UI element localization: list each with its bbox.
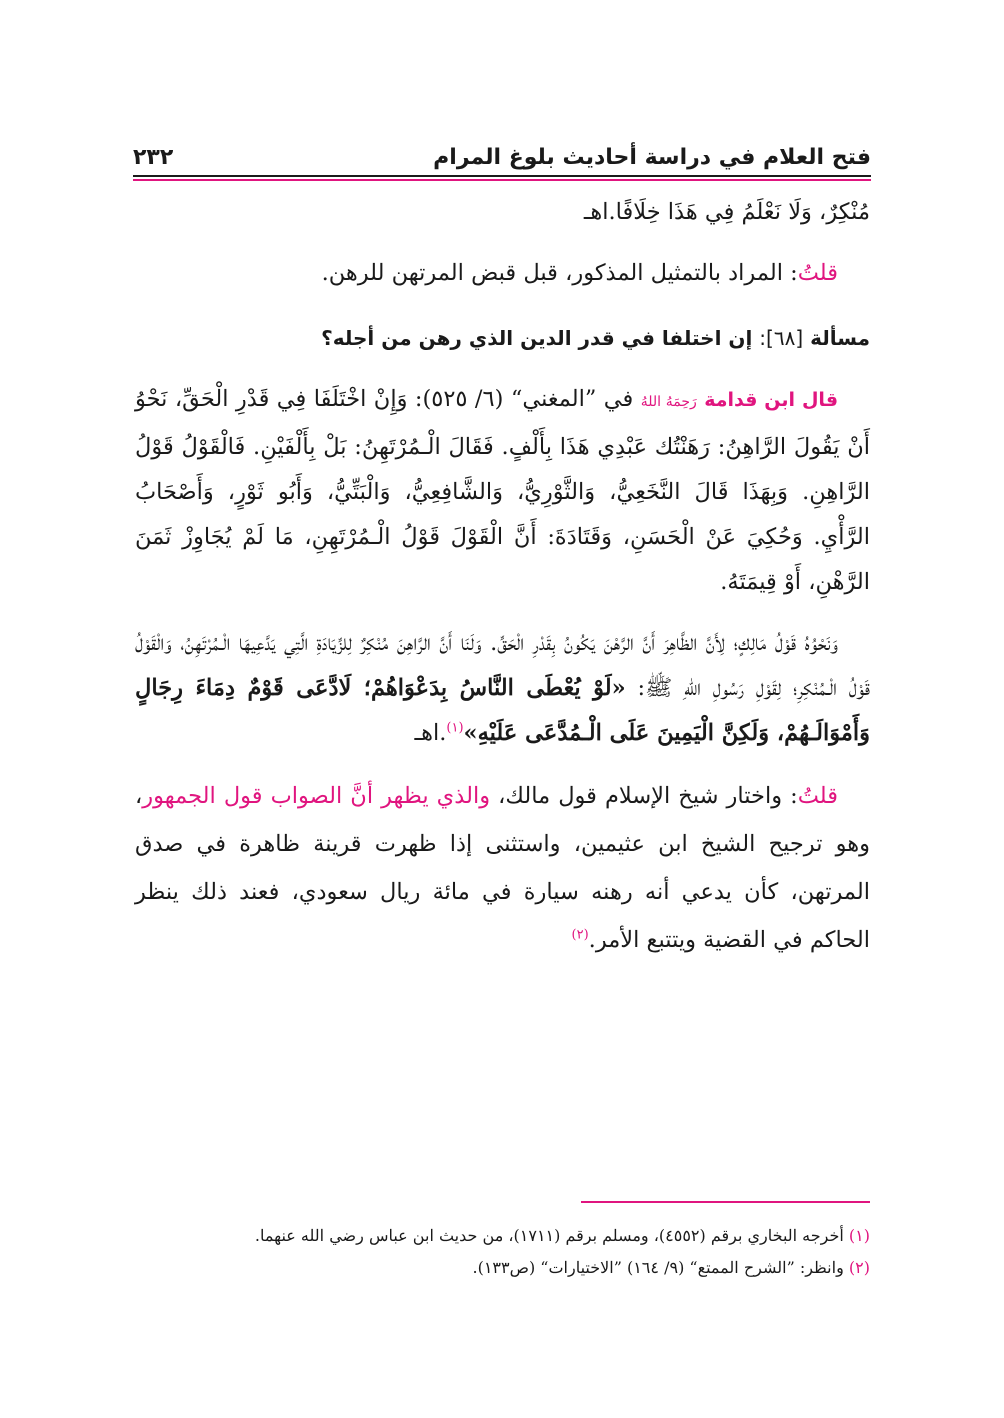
header-rule-dark	[133, 175, 871, 177]
footnote-separator	[581, 1201, 870, 1203]
quote-paragraph	[135, 377, 870, 605]
question-heading	[135, 316, 870, 361]
continuation-text: مُنْكِرٌ، وَلَا نَعْلَمُ فِي هَذَا خِلَافًا.اهـ	[583, 199, 870, 225]
footnote-number: (٢)	[848, 1258, 870, 1277]
quote-source: في ”المغني“ (٦/ ٥٢٥):	[414, 386, 634, 412]
note2-text-a: : واختار شيخ الإسلام قول مالك،	[498, 783, 798, 809]
question-label: مسألة	[810, 326, 870, 350]
note-label-2: قلتُ	[797, 783, 838, 809]
quote-author: قال ابن قدامة	[704, 389, 839, 411]
page-body	[135, 190, 870, 964]
hadith-end: .اهـ	[414, 720, 447, 746]
para2-text: وَنَحْوُهُ قَوْلُ مَالِكٍ؛ لِأَنَّ الظَّاهِرَ أَنَّ الرَّهْنَ يَكُونُ بِقَدْرِ الْحَقِّ. وَلَنَا أَنَّ الرَّاهِنَ مُنْكِرٌ لِلزِّيَادَةِ الَّتِي يَدَّعِيهَا الْـمُرْتَهِنُ، وَالْقَوْلُ قَوْلُ الْـمُنْكِرِ؛ لِقَوْلِ رَسُولِ اللهِ ﷺ:	[135, 630, 870, 701]
footnote-text: وانظر: ”الشرح الممتع“ (٩/ ١٦٤) ”الاختيارات“ (ص١٣٣).	[472, 1258, 844, 1277]
question-text: إن اختلفا في قدر الدين الذي رهن من أجله؟	[321, 326, 753, 350]
note-text: : المراد بالتمثيل المذكور، قبل قبض المرتهن للرهن.	[321, 260, 798, 286]
header-rule-accent	[133, 179, 871, 181]
quote-paragraph-2	[135, 621, 870, 756]
footnote-1	[135, 1220, 870, 1252]
footnote-2	[135, 1252, 870, 1284]
footnote-text: أخرجه البخاري برقم (٤٥٥٢)، ومسلم برقم (١٧١١)، من حديث ابن عباس رضي الله عنهما.	[254, 1226, 844, 1245]
note-paragraph-2	[135, 772, 870, 964]
footnote-number: (١)	[848, 1226, 870, 1245]
hadith-text: «لَوْ يُعْطَى النَّاسُ بِدَعْوَاهُمْ؛ لَادَّعَى قَوْمٌ دِمَاءَ رِجَالٍ وَأَمْوَالَـهُمْ، وَلَكِنَّ الْيَمِينَ عَلَى الْـمُدَّعَى عَلَيْهِ»	[135, 675, 870, 746]
note-paragraph-1	[135, 251, 870, 296]
book-title: فتح العلام في دراسة أحاديث بلوغ المرام	[433, 145, 871, 170]
note2-text-b: ، وهو ترجيح الشيخ ابن عثيمين، واستثنى إذا ظهرت قرينة ظاهرة في صدق المرتهن، كأن يدعي أنه رهنه سيارة في مائة ريال سعودي، فعند ذلك ينظر الحاكم في القضية ويتتبع الأمر.	[135, 783, 870, 953]
page-header	[133, 132, 871, 170]
page-number: ٢٣٢	[133, 145, 174, 170]
note2-highlight: والذي يظهر أنَّ الصواب قول الجمهور	[142, 783, 491, 809]
footnote-ref-2[interactable]: (٢)	[571, 927, 589, 943]
question-number: [٦٨]:	[759, 326, 804, 350]
note-label: قلتُ	[797, 260, 838, 286]
footnote-ref-1[interactable]: (١)	[446, 720, 464, 736]
honorific-mark: رَحِمَهُ اللهُ	[640, 394, 697, 410]
quote-text: وَإِنْ اخْتَلَفَا فِي قَدْرِ الْحَقِّ، نَحْوُ أَنْ يَقُولَ الرَّاهِنُ: رَهَنْتُك عَبْدِي هَذَا بِأَلْفٍ. فَقَالَ الْـمُرْتَهِنُ: بَلْ بِأَلْفَيْنِ. فَالْقَوْلُ قَوْلُ الرَّاهِنِ. وَبِهَذَا قَالَ النَّخَعِيُّ، وَالثَّوْرِيُّ، وَالشَّافِعِيُّ، وَالْبَتِّيُّ، وَأَبُو ثَوْرٍ، وَأَصْحَابُ الرَّأْيِ. وَحُكِيَ عَنْ الْحَسَنِ، وَقَتَادَةَ: أَنَّ الْقَوْلَ قَوْلُ الْـمُرْتَهِنِ، مَا لَمْ يُجَاوِزْ ثَمَنَ الرَّهْنِ، أَوْ قِيمَتَهُ.	[135, 386, 870, 595]
footnotes	[135, 1220, 870, 1284]
